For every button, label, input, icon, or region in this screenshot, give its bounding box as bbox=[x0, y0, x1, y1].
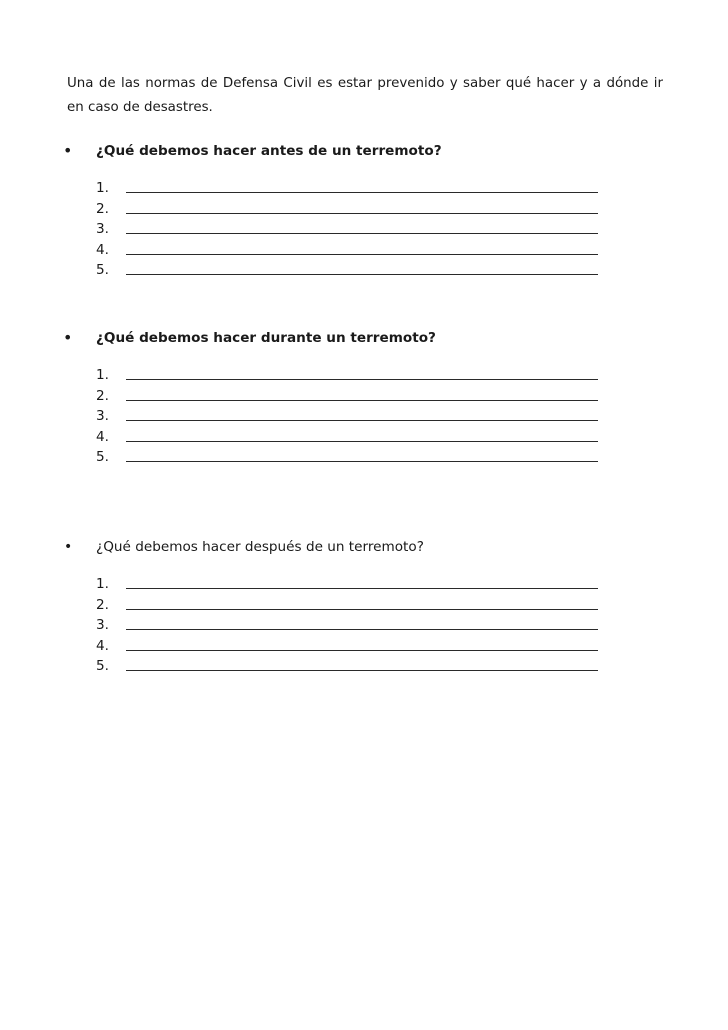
bullet-icon: • bbox=[63, 328, 73, 347]
answer-blank-line[interactable] bbox=[126, 441, 598, 442]
answer-item bbox=[0, 406, 728, 427]
answer-blank-line[interactable] bbox=[126, 192, 598, 193]
question-heading: ¿Qué debemos hacer después de un terremoto? bbox=[96, 539, 424, 555]
answer-blank-line[interactable] bbox=[126, 274, 598, 275]
item-number: 2. bbox=[96, 387, 109, 404]
item-number: 3. bbox=[96, 408, 109, 425]
answer-item bbox=[0, 386, 728, 407]
answer-list bbox=[0, 178, 728, 281]
answer-item bbox=[0, 615, 728, 636]
item-number: 3. bbox=[96, 617, 109, 634]
answer-item bbox=[0, 365, 728, 386]
question-line bbox=[0, 327, 728, 349]
answer-item bbox=[0, 178, 728, 199]
answer-item bbox=[0, 427, 728, 448]
answer-blank-line[interactable] bbox=[126, 588, 598, 589]
bullet-icon: • bbox=[64, 539, 73, 555]
answer-item bbox=[0, 595, 728, 616]
answer-item bbox=[0, 574, 728, 595]
question-line bbox=[0, 140, 728, 162]
item-number: 1. bbox=[96, 180, 109, 196]
answer-blank-line[interactable] bbox=[126, 254, 598, 255]
item-number: 4. bbox=[96, 428, 109, 445]
item-number: 2. bbox=[96, 596, 109, 613]
answer-item bbox=[0, 260, 728, 281]
answer-item bbox=[0, 219, 728, 240]
answer-blank-line[interactable] bbox=[126, 420, 598, 421]
answer-item bbox=[0, 199, 728, 220]
answer-item bbox=[0, 636, 728, 657]
answer-list bbox=[0, 574, 728, 677]
question-line bbox=[0, 536, 728, 558]
answer-blank-line[interactable] bbox=[126, 609, 598, 610]
item-number: 3. bbox=[96, 221, 109, 238]
answer-item bbox=[0, 656, 728, 677]
item-number: 5. bbox=[96, 449, 109, 466]
answer-blank-line[interactable] bbox=[126, 650, 598, 651]
answer-blank-line[interactable] bbox=[126, 379, 598, 380]
answer-list bbox=[0, 365, 728, 468]
answer-blank-line[interactable] bbox=[126, 461, 598, 462]
intro-paragraph: Una de las normas de Defensa Civil es estar prevenido y saber qué hacer y a dónde ir en caso de desastres. bbox=[67, 76, 663, 115]
answer-item bbox=[0, 240, 728, 261]
answer-blank-line[interactable] bbox=[126, 629, 598, 630]
item-number: 1. bbox=[96, 367, 109, 383]
item-number: 2. bbox=[96, 200, 109, 217]
question-heading: ¿Qué debemos hacer antes de un terremoto? bbox=[96, 143, 442, 159]
answer-blank-line[interactable] bbox=[126, 213, 598, 214]
item-number: 5. bbox=[96, 262, 109, 279]
item-number: 5. bbox=[96, 658, 109, 675]
answer-blank-line[interactable] bbox=[126, 670, 598, 671]
item-number: 1. bbox=[96, 576, 109, 592]
answer-blank-line[interactable] bbox=[126, 400, 598, 401]
item-number: 4. bbox=[96, 637, 109, 654]
bullet-icon: • bbox=[63, 141, 73, 160]
answer-item bbox=[0, 447, 728, 468]
question-heading: ¿Qué debemos hacer durante un terremoto? bbox=[96, 330, 436, 346]
item-number: 4. bbox=[96, 241, 109, 258]
answer-blank-line[interactable] bbox=[126, 233, 598, 234]
